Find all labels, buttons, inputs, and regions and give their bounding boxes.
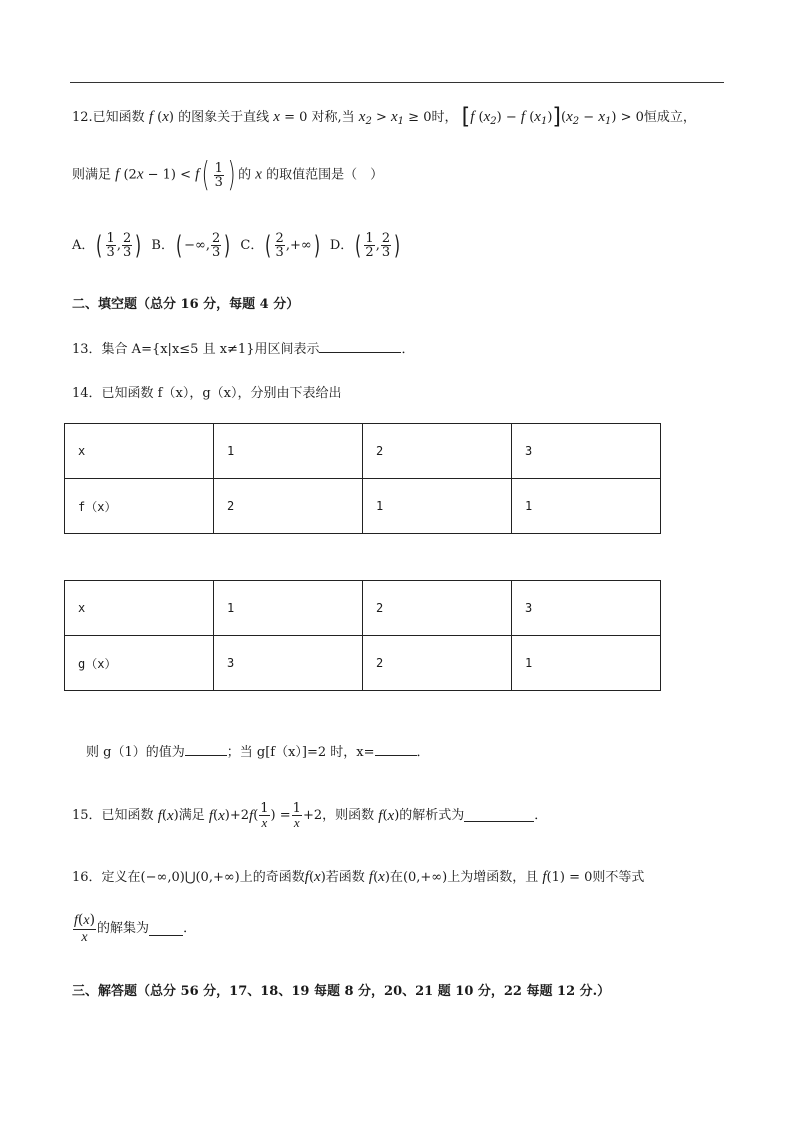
q16-prefix: 16．定义在 (72, 870, 141, 885)
q15-comma: ，则函数 (322, 807, 375, 823)
table-cell: 2 (214, 479, 363, 534)
d-rp: ) (394, 230, 401, 261)
q15-f2: f (249, 807, 254, 824)
q16-zai: 在 (389, 870, 403, 885)
table-cell: x (65, 424, 214, 479)
bracket-close: ] (552, 104, 562, 130)
table-cell: 1 (214, 424, 363, 479)
q15-prefix: 15．已知函数 (72, 807, 154, 823)
x-var: x (255, 166, 262, 183)
q14-answer-end: ． (416, 745, 430, 760)
q16-f3: f (542, 869, 547, 885)
q16-tail: 则不等式 (592, 870, 645, 885)
q12-sym: 对称,当 (311, 110, 355, 125)
cond-x2: x (358, 109, 366, 125)
table-row (65, 581, 661, 636)
q15-x3: x (387, 807, 395, 824)
x2b: x (566, 109, 573, 125)
table-cell: f（x） (65, 479, 214, 534)
table-cell: 2 (363, 424, 512, 479)
sub-1c: 1 (604, 116, 612, 127)
table-cell: 2 (363, 581, 512, 636)
q15-mid: 满足 (178, 807, 205, 823)
table-row (65, 636, 661, 691)
fx-paren-close: ) (168, 110, 174, 125)
q15-frac1: $\frac{1}{x}$ (260, 801, 269, 830)
x1b: x (598, 109, 605, 125)
q15-blank[interactable] (464, 809, 534, 822)
q14-blank-2[interactable] (375, 743, 417, 756)
q15-x2: x (218, 807, 225, 824)
q16-line2 (72, 912, 196, 946)
q16-blank[interactable] (149, 923, 183, 936)
option-a-label: A． (72, 237, 95, 253)
q13 (72, 340, 414, 360)
fx-paren: ( (157, 110, 163, 125)
q16-interval: (0,+∞) (402, 870, 448, 885)
table-cell: 1 (512, 479, 661, 534)
q14-answer-b: ；当 g[f（x）]=2 时，x= (226, 745, 375, 760)
a-lp: ( (96, 230, 103, 261)
q14-text: 14．已知函数 f（x），g（x），分别由下表给出 (72, 386, 342, 401)
q15-x: x (166, 807, 174, 824)
sub-2b: 2 (490, 116, 497, 127)
q15-frac2: $\frac{1}{x}$ (292, 801, 301, 830)
q12-when: 时， (431, 110, 458, 125)
table-cell: 2 (363, 636, 512, 691)
table-cell: 3 (512, 424, 661, 479)
q15-f3: f (378, 807, 383, 824)
b-lp: ( (176, 230, 183, 261)
q16-ruo: 若函数 (325, 870, 365, 885)
a-rp: ) (135, 230, 142, 261)
paren-r: ) (227, 155, 236, 195)
x-2x: x (136, 166, 144, 183)
table-cell: 3 (214, 636, 363, 691)
table-g (64, 580, 661, 691)
d-lp: ( (355, 230, 362, 261)
option-c[interactable]: C． ( $\frac{2}{3}$ ,+∞ ) (240, 230, 320, 261)
q12-mid: 的图象关于直线 (178, 110, 270, 125)
q16-frac: $\frac{f(x)}{x}$ (74, 912, 96, 945)
option-d[interactable]: D． ( $\frac{1}{2}$ , $\frac{2}{3}$ ) (329, 230, 401, 261)
f-x1: f (520, 109, 526, 125)
table-f (64, 423, 661, 534)
d-frac1: $\frac{1}{2}$ (365, 231, 374, 260)
sub-2c: 2 (572, 116, 580, 127)
q13-text: 13．集合 A={x|x≤5 且 x≠1}用区间表示 (72, 342, 320, 357)
q16-x2: x (378, 869, 385, 885)
q12-line1: 12.已知函数 f (x) 的图象关于直线 x = 0 对称,当 $x_2 > x_1 \ge 0$时， [f $(x_2) - f$ $(x_1)](x_2 - x_1) > 0$恒成立， (72, 104, 696, 130)
q14-answer-a: 则 g（1）的值为 (86, 745, 185, 760)
section3-title: 三、解答题（总分 56 分，17、18、19 每题 8 分，20、21 题 10 分，22 每题 12 分.） (72, 984, 611, 999)
cond-x1: x (391, 109, 398, 125)
q16-x1: x (314, 869, 321, 885)
q16-domain: (−∞,0)⋃(0,+∞) (140, 870, 240, 885)
table-cell: g（x） (65, 636, 214, 691)
d-frac2: $\frac{2}{3}$ (381, 231, 391, 260)
q16-f2: f (368, 869, 374, 885)
q16-line1: 16．定义在(−∞,0)⋃(0,+∞)上的奇函数f(x)若函数 f(x)在(0,+∞)上为增函数，且 f(1) = 0则不等式 (72, 869, 645, 885)
option-c-label: C． (240, 237, 264, 253)
option-d-label: D． (329, 237, 354, 253)
q15-tail: 的解析式为 (399, 807, 465, 823)
c-lp: ( (265, 230, 272, 261)
q15-fx: f (157, 807, 162, 824)
table-row (65, 479, 661, 534)
table-cell: 1 (214, 581, 363, 636)
q14-blank-1[interactable] (185, 743, 227, 756)
q12-suffix: 恒成立， (643, 110, 696, 125)
c-frac: $\frac{2}{3}$ (275, 231, 284, 260)
option-a[interactable]: A． ( $\frac{1}{3}$ , $\frac{2}{3}$ ) (72, 230, 142, 261)
q15: 15．已知函数 f ( x ) 满足 f ( x )+2 f ( $\frac{1}{x}$ ) = $\frac{1}{x}$ +2 ，则函数 f ( x ) 的解析式为 ． (72, 801, 548, 830)
q12-line2: 则满足 f (2x − 1) < f( $\frac{1}{3}$ ) 的 x 的取值范围是（ ） (72, 155, 384, 195)
f-third: f (195, 166, 200, 183)
sub-1: 1 (397, 116, 405, 127)
section2-title: 二、填空题（总分 16 分，每题 4 分） (72, 297, 300, 312)
header-rule (70, 82, 724, 83)
x1a: x (534, 109, 541, 125)
sub-2: 2 (365, 116, 372, 127)
q12-line2-suffix: 的 (238, 167, 252, 183)
f-x2: f (470, 109, 475, 125)
c-rp: ) (313, 230, 320, 261)
q16-end: ． (183, 921, 197, 936)
a-frac1: $\frac{1}{3}$ (106, 231, 115, 260)
q12-line2-prefix: 则满足 (72, 167, 112, 183)
q16-f1: f (304, 869, 309, 885)
option-b[interactable]: B． ( −∞, $\frac{2}{3}$ ) (151, 230, 231, 261)
table-cell: 1 (363, 479, 512, 534)
fx-expr: f (148, 109, 153, 125)
table-cell: x (65, 581, 214, 636)
q12-line2-end: 的取值范围是（ ） (266, 167, 384, 183)
q16-mid: 上的奇函数 (239, 870, 305, 885)
line-x0: x (273, 109, 280, 125)
sub-1b: 1 (540, 116, 548, 127)
table-cell: 1 (512, 636, 661, 691)
fx-var: x (162, 109, 169, 125)
option-b-label: B． (151, 237, 174, 253)
q12-prefix: 12.已知函数 (72, 110, 145, 125)
table-row (65, 424, 661, 479)
frac-1-3: $\frac{1}{3}$ (214, 160, 223, 190)
q15-end: ． (534, 807, 548, 823)
q13-end: ． (401, 342, 415, 357)
table-cell: 3 (512, 581, 661, 636)
q16-line2-text: 的解集为 (97, 921, 150, 936)
f-2x: f (115, 166, 120, 183)
paren-l: ( (201, 155, 210, 195)
q15-f: f (208, 807, 214, 824)
q14-answer (86, 743, 430, 763)
q13-blank[interactable] (319, 340, 401, 353)
b-frac: $\frac{2}{3}$ (211, 231, 221, 260)
a-frac2: $\frac{2}{3}$ (122, 231, 132, 260)
b-rp: ) (224, 230, 231, 261)
bracket-open: [ (461, 104, 471, 130)
x2a: x (483, 109, 491, 125)
q16-inc: 上为增函数，且 (447, 870, 539, 885)
q12-options (72, 232, 410, 259)
